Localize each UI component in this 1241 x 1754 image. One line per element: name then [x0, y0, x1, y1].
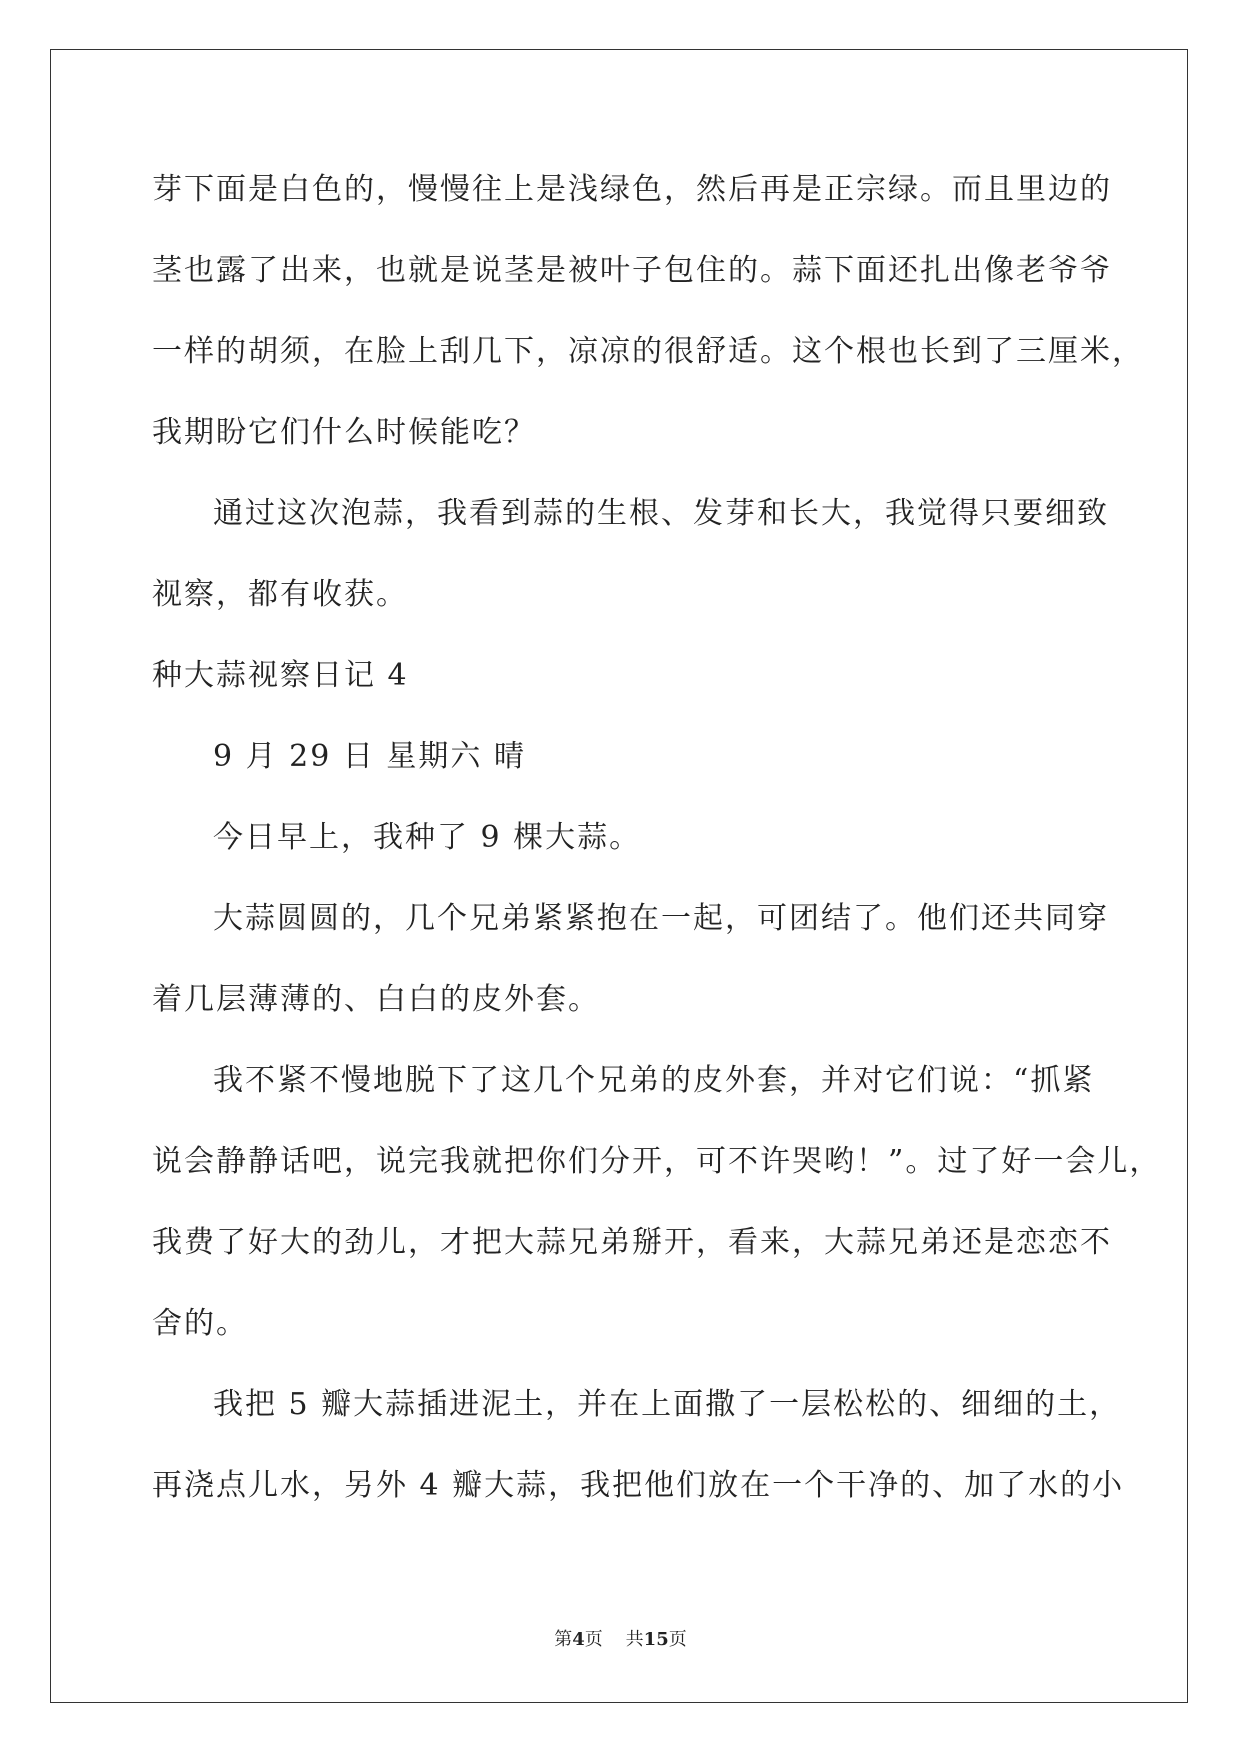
text-line: 我期盼它们什么时候能吃？: [152, 415, 536, 450]
text-line: 我把 5 瓣大蒜插进泥土，并在上面撒了一层松松的、细细的土，: [213, 1387, 1122, 1422]
text-line: 舍的。: [152, 1306, 248, 1341]
footer-suffix: 页: [668, 1629, 687, 1650]
footer-mid: 页 共: [584, 1629, 644, 1650]
text-line: 视察，都有收获。: [152, 577, 408, 612]
text-line: 再浇点儿水，另外 4 瓣大蒜，我把他们放在一个干净的、加了水的小: [152, 1468, 1125, 1503]
text-line: 我费了好大的劲儿，才把大蒜兄弟掰开，看来，大蒜兄弟还是恋恋不: [152, 1225, 1112, 1260]
page-border: [50, 49, 1188, 1703]
text-line: 今日早上，我种了 9 棵大蒜。: [213, 820, 642, 855]
text-line: 大蒜圆圆的，几个兄弟紧紧抱在一起，可团结了。他们还共同穿: [213, 901, 1109, 936]
text-line: 说会静静话吧，说完我就把你们分开，可不许哭哟！”。过了好一会儿，: [152, 1144, 1162, 1179]
date-line: 9 月 29 日 星期六 晴: [213, 739, 526, 774]
section-heading: 种大蒜视察日记 4: [152, 658, 409, 693]
page-footer: [0, 1628, 1241, 1652]
text-line: 通过这次泡蒜，我看到蒜的生根、发芽和长大，我觉得只要细致: [213, 496, 1109, 531]
total-page-number: 15: [643, 1629, 669, 1650]
text-line: 芽下面是白色的，慢慢往上是浅绿色，然后再是正宗绿。而且里边的: [152, 172, 1112, 207]
footer-prefix: 第: [554, 1629, 573, 1650]
text-line: 茎也露了出来，也就是说茎是被叶子包住的。蒜下面还扎出像老爷爷: [152, 253, 1112, 288]
text-line: 着几层薄薄的、白白的皮外套。: [152, 982, 600, 1017]
text-line: 一样的胡须，在脸上刮几下，凉凉的很舒适。这个根也长到了三厘米，: [152, 334, 1144, 369]
current-page-number: 4: [572, 1629, 585, 1650]
text-line: 我不紧不慢地脱下了这几个兄弟的皮外套，并对它们说：“抓紧: [213, 1063, 1095, 1098]
